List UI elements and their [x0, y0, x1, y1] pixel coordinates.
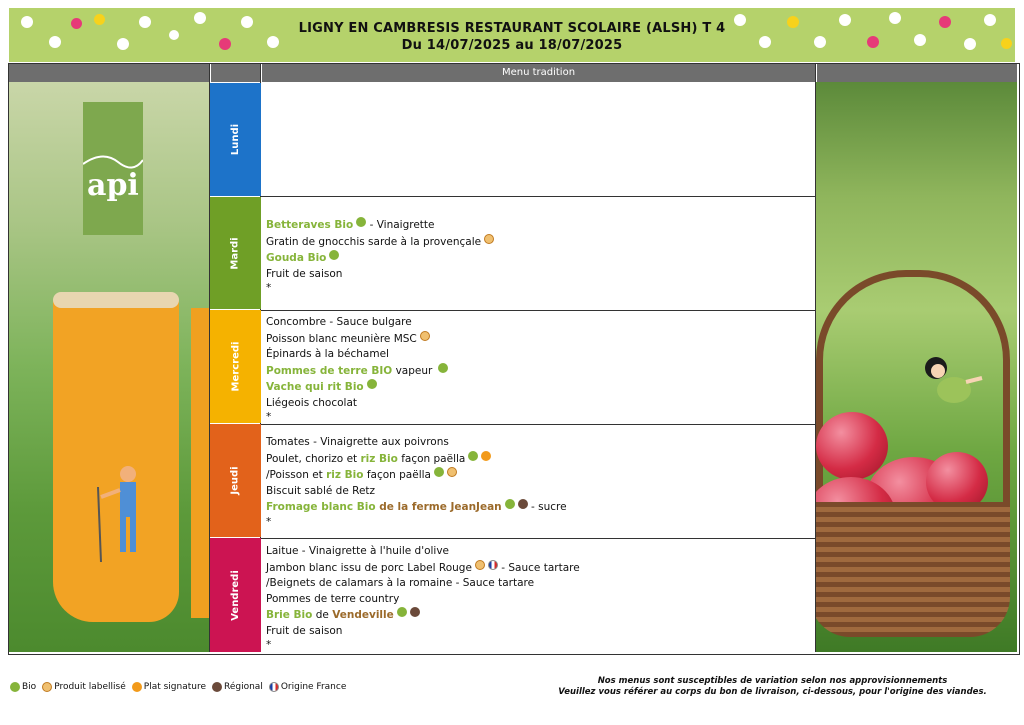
page-title — [9, 20, 1015, 54]
day-label: Mercredi — [230, 341, 241, 392]
label-icon — [484, 234, 494, 244]
menu-line: Jambon blanc issu de porc Label Rouge - Sauce tartare — [266, 561, 580, 574]
regional-icon — [212, 682, 222, 692]
bio-icon — [10, 682, 20, 692]
legend-item: Plat signature — [132, 682, 206, 692]
menu-line: * — [266, 282, 272, 294]
bio-icon — [397, 607, 407, 617]
bio-icon — [434, 467, 444, 477]
legend-item: Origine France — [269, 682, 347, 692]
day-tab-mercredi — [210, 310, 261, 423]
regional-icon — [410, 607, 420, 617]
menu-cell-mardi — [261, 196, 815, 310]
bio-icon — [468, 451, 478, 461]
menu-line: /Poisson et riz Bio façon paëlla — [266, 467, 815, 484]
bio-icon — [329, 250, 339, 260]
header-cell-right — [817, 64, 1017, 82]
menu-line: Laitue - Vinaigrette à l'huile d'olive — [266, 545, 450, 557]
header-cell-left — [9, 64, 209, 82]
api-logo-text: api — [87, 168, 139, 203]
menu-cell-vendredi — [261, 538, 815, 652]
regional-icon — [518, 499, 528, 509]
menu-line: Tomates - Vinaigrette aux poivrons — [266, 436, 449, 448]
bio-icon — [356, 217, 366, 227]
menu-line: Fruit de saison — [266, 267, 343, 280]
child-climbing-illustration — [916, 352, 986, 417]
france-flag-icon — [488, 560, 498, 570]
day-label: Jeudi — [230, 466, 241, 495]
column-header: Menu tradition — [262, 64, 815, 82]
footer-note: Nos menus sont susceptibles de variation selon nos approvisionnements Veuillez vous référer au corps du bon de livraison, ci-dessous, pour l'origine des viandes. — [558, 676, 987, 697]
header-banner — [9, 8, 1015, 62]
france-flag-icon — [269, 682, 279, 692]
menu-line: Liégeois chocolat — [266, 396, 358, 409]
menu-line: Fruit de saison — [266, 624, 343, 637]
label-icon — [447, 467, 457, 477]
legend-item: Régional — [212, 682, 263, 692]
label-icon — [42, 682, 52, 692]
day-tab-jeudi — [210, 424, 261, 537]
menu-line: Poulet, chorizo et riz Bio façon paëlla — [266, 451, 815, 468]
menu-line: Poisson blanc meunière MSC — [266, 331, 815, 348]
menu-line: /Beignets de calamars à la romaine - Sauce tartare — [266, 577, 535, 589]
day-tab-vendredi — [210, 538, 261, 652]
day-label: Mardi — [230, 236, 241, 270]
menu-line: Pommes de terre BIO vapeur — [266, 363, 815, 380]
boots-photo — [9, 82, 209, 652]
legend-item: Bio — [10, 682, 36, 692]
label-icon — [420, 331, 430, 341]
menu-line: Betteraves Bio - Vinaigrette — [266, 219, 435, 231]
menu-line: Fromage blanc Bio de la ferme JeanJean - sucre — [266, 501, 567, 513]
bio-icon — [505, 499, 515, 509]
api-logo — [83, 102, 143, 235]
label-icon — [475, 560, 485, 570]
date-range: Du 14/07/2025 au 18/07/2025 — [401, 38, 623, 53]
menu-line: Pommes de terre country — [266, 592, 400, 605]
menu-line: Biscuit sablé de Retz — [266, 484, 376, 497]
bio-icon — [438, 363, 448, 373]
legend — [10, 682, 346, 692]
menu-line: * — [266, 411, 272, 423]
restaurant-title: LIGNY EN CAMBRESIS RESTAURANT SCOLAIRE (ALSH) T 4 — [298, 21, 726, 36]
apple-basket-photo — [816, 82, 1017, 652]
menu-cell-mercredi — [261, 310, 815, 424]
menu-cell-lundi — [261, 82, 815, 196]
menu-line: Brie Bio de Vendeville — [266, 607, 815, 624]
menu-line: Concombre - Sauce bulgare — [266, 316, 412, 328]
signature-icon — [481, 451, 491, 461]
header-cell-days — [211, 64, 260, 82]
day-label: Vendredi — [230, 569, 241, 621]
child-illustration — [93, 462, 163, 572]
day-label: Lundi — [229, 123, 241, 156]
legend-item: Produit labellisé — [42, 682, 126, 692]
bio-icon — [367, 379, 377, 389]
menu-line: Vache qui rit Bio — [266, 379, 815, 396]
day-tab-lundi — [210, 83, 261, 196]
day-tab-mardi — [210, 197, 261, 309]
menu-cell-jeudi — [261, 424, 815, 538]
signature-icon — [132, 682, 142, 692]
menu-line: Gouda Bio — [266, 250, 815, 267]
menu-line: Gratin de gnocchis sarde à la provençale — [266, 234, 815, 251]
menu-line: * — [266, 639, 272, 651]
menu-line: Épinards à la béchamel — [266, 348, 389, 360]
menu-line: * — [266, 515, 272, 528]
